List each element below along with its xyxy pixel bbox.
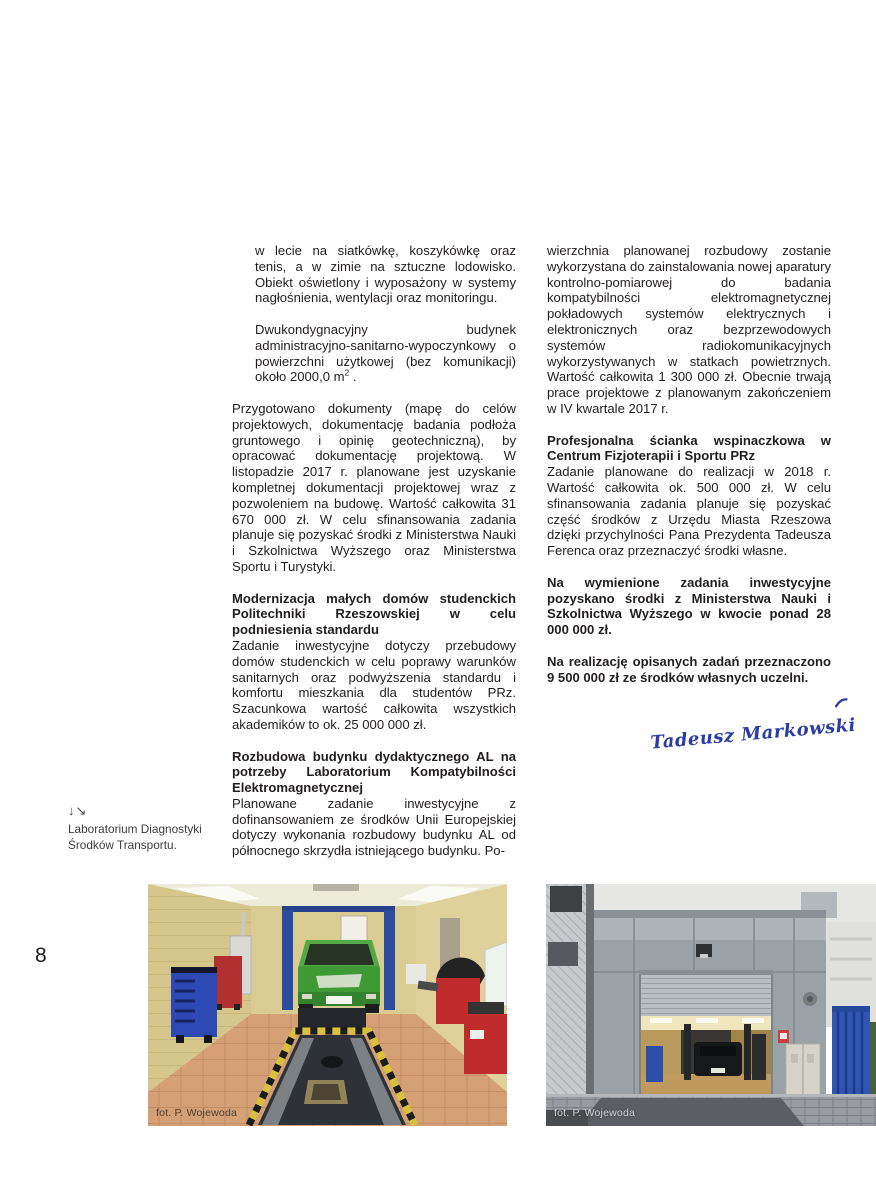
ceiling-vent [313, 884, 359, 891]
interior-lift-post-right [744, 1024, 751, 1080]
paragraph-modernizacja: Zadanie inwestycyjne dotyczy przebudowy domów studenckich w celu poprawy warunków sanitarnych oraz podwyższenia standardu i komfortu mieszkania dla studentów PRz. Szacunkowa wartość całkowita wszystkich akademików to ok. 25 000 000 zł. [232, 637, 516, 732]
photo-diagnostics-lab-interior [148, 884, 507, 1126]
side-caption-line2: Środków Transportu. [68, 838, 177, 852]
paragraph-sports-facility: w lecie na siatkówkę, koszykówkę oraz tenis, a w zimie na sztuczne lodowisko. Obiekt oświetlony i wyposażony w systemy nagłośnienia, wentylacji oraz monitoringu. [255, 243, 516, 306]
photo-credit: fot. P. Wojewoda [554, 1107, 636, 1119]
building-exterior-illustration [546, 884, 876, 1126]
interior-lift-post-left [684, 1024, 691, 1080]
signature-tadeusz-markowski [642, 698, 857, 760]
left-text-column [232, 243, 516, 875]
blue-gate [832, 1006, 870, 1102]
photo-credit: fot. P. Wojewoda [156, 1107, 238, 1119]
left-clad-building [546, 884, 594, 1104]
paragraph-admin-building-text: Dwukondygnacyjny budynek administracyjno-sanitarno-wypoczynkowy o powierzchni użytkowej (bez komunikacji) około 2000,0 m [255, 321, 516, 385]
paragraph-admin-building-tail: . [349, 369, 357, 385]
square-meter-superscript: 2 [344, 368, 350, 379]
side-caption-line1: Laboratorium Diagnostyki [68, 822, 202, 836]
photo-side-caption [68, 803, 218, 853]
paragraph-rozbudowa: Planowane zadanie inwestycyjne z dofinansowaniem ze środków Unii Europejskiej dotyczy wykonania rozbudowy budynku AL od północnego skrzydła istniejącego budynku. Po- [232, 795, 516, 859]
caption-arrows-icon: ↓↘ [68, 803, 88, 818]
garage-opening [639, 970, 773, 1098]
blue-cart-inside [646, 1046, 663, 1082]
green-car [298, 940, 380, 1013]
paragraph-scianka: Zadanie planowane do realizacji w 2018 r. Wartość całkowita ok. 500 000 zł. W celu sfinansowania zadania planuje się pozyskać część środków z Urzędu Miasta Rzeszowa dzięki przychylności Pana Prezydenta Tadeusza Ferenca oraz przeznaczyć środki własne. [547, 464, 831, 559]
paragraph-summary-own-funds: Na realizację opisanych zadań przeznaczono 9 500 000 zł ze środków własnych uczelni. [547, 653, 831, 685]
section-heading-modernizacja: Modernizacja małych domów studenckich Politechniki Rzeszowskiej w celu podniesienia standardu [232, 590, 516, 638]
paragraph-documentation: Przygotowano dokumenty (mapę do celów projektowych, dokumentację badania podłoża gruntowego i opinię geotechniczną), by opracować dokumentację projektową. W listopadzie 2017 r. planowane jest uzyskanie kompletnej dokumentacji projektowej wraz z pozwoleniem na budowę. Wartość całkowita 31 670 000 zł. W celu sfinansowania zadania planuje się pozyskać środki z Ministerstwa Nauki i Szkolnictwa Wyższego oraz Ministerstwa Sportu i Turystyki. [232, 400, 516, 574]
signature-text: Tadeusz Markowski [649, 714, 857, 754]
section-heading-scianka: Profesjonalna ścianka wspinaczkowa w Centrum Fizjoterapii i Sportu PRz [547, 432, 831, 464]
paragraph-rozbudowa-continuation: wierzchnia planowanej rozbudowy zostanie wykorzystana do zainstalowania nowej aparatury kontrolno-pomiarowej do badania kompatybilności elektromagnetycznej pokładowych systemów elektrycznych i elektronicznych oraz bezprzewodowych systemów radiokomunikacyjnych wykorzystywanych w statkach powietrznych. Wartość całkowita 1 300 000 zł. Obecnie trwają prace projektowe z planowanym zakończeniem w IV kwartale 2017 r. [547, 243, 831, 416]
roller-door [641, 970, 771, 1016]
paragraph-summary-funding: Na wymienione zadania inwestycyjne pozyskano środki z Ministerstwa Nauki i Szkolnictwa Wyższego w kwocie ponad 28 000 000 zł. [547, 574, 831, 638]
paragraph-admin-building [232, 322, 516, 385]
lab-interior-illustration [148, 884, 507, 1126]
dark-car-inside [694, 1042, 742, 1076]
side-window [485, 942, 507, 1007]
page-number: 8 [35, 944, 47, 967]
photo-building-exterior [546, 884, 876, 1126]
right-text-column [547, 243, 831, 701]
signature-graphic [642, 698, 857, 760]
section-heading-rozbudowa: Rozbudowa budynku dydaktycznego AL na potrzeby Laboratorium Kompatybilności Elektromagnetycznej [232, 748, 516, 796]
radiator [406, 964, 426, 984]
signature-flourish [836, 699, 847, 706]
